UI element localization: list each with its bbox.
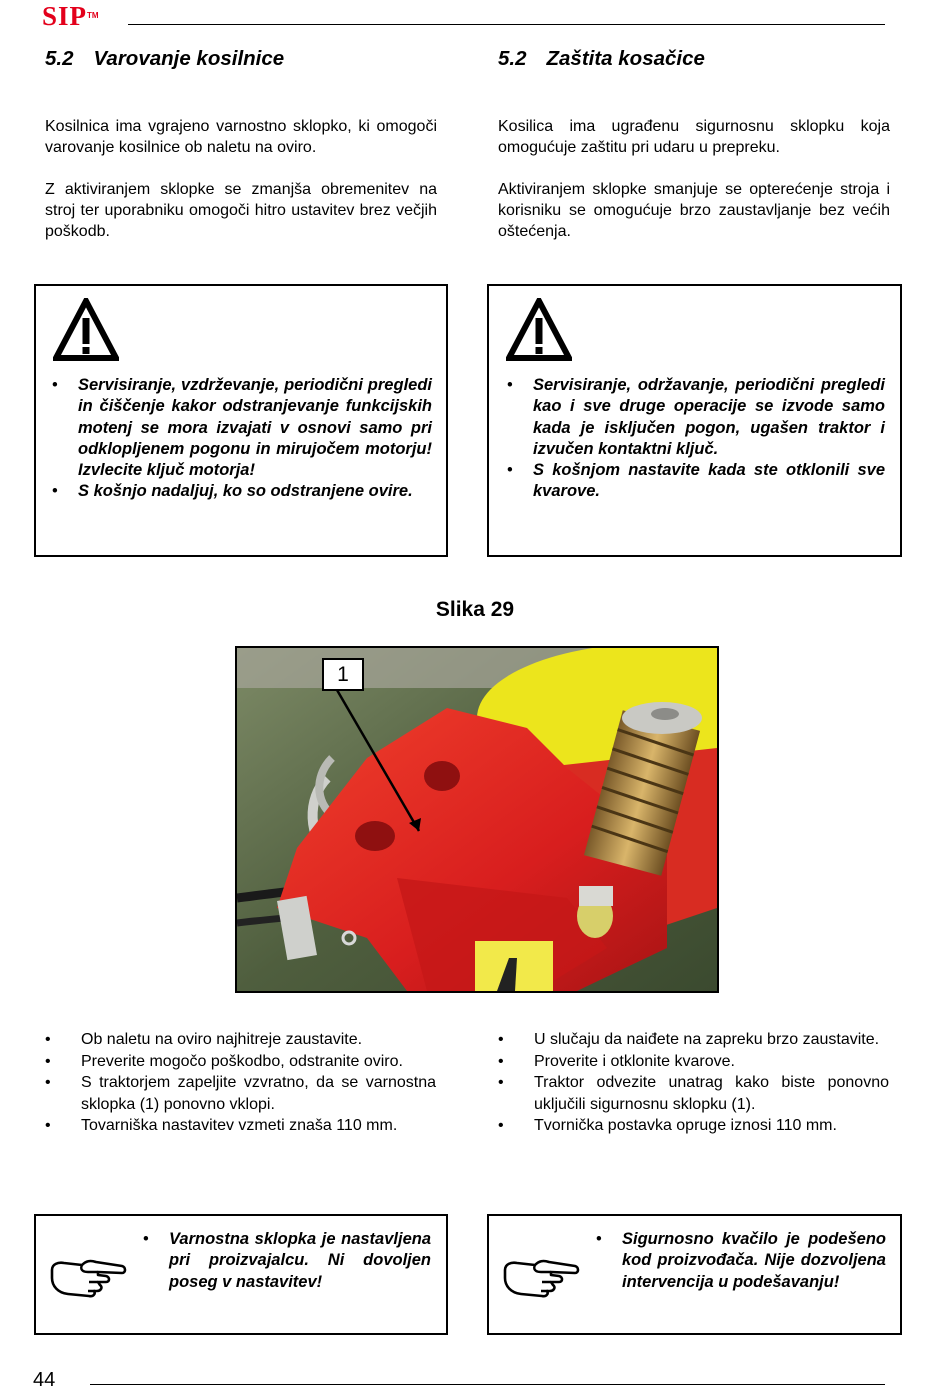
intro-paragraph-right-1: Kosilica ima ugrađenu sigurnosnu sklopku koja omogućuje zaštitu pri udaru u prepreku. (498, 118, 890, 156)
header-rule (128, 24, 885, 25)
list-item: • Ob naletu na oviro najhitreje zaustavite. (45, 1029, 436, 1051)
section-heading-right (498, 47, 705, 71)
photo-illustration (237, 648, 717, 991)
section-number-right: 5.2 (498, 47, 527, 70)
instructions-list-right (498, 1029, 889, 1137)
intro-paragraph-left-1: Kosilnica ima vgrajeno varnostno sklopko, ki omogoči varovanje kosilnice ob naletu na oviro. (45, 118, 437, 156)
note-item: • Sigurnosno kvačilo je podešeno kod proizvođača. Nije dozvoljena intervencija u podešavanju! (596, 1229, 886, 1293)
warning-item: • Servisiranje, održavanje, periodični pregledi kao i sve druge operacije se izvode samo kada je isključen pogon, ugašen traktor i izvučen kontaktni ključ. (507, 375, 885, 460)
warning-box-left (34, 284, 448, 557)
brand-trademark: TM (87, 11, 99, 20)
list-item: • U slučaju da naiđete na zapreku brzo zaustavite. (498, 1029, 889, 1051)
instructions-list-left (45, 1029, 436, 1137)
brand-logo (42, 2, 99, 30)
section-title-left: Varovanje kosilnice (93, 47, 285, 70)
list-item: • Tovarniška nastavitev vzmeti znaša 110 mm. (45, 1115, 436, 1137)
page-number: 44 (33, 1369, 56, 1391)
list-item: • S traktorjem zapeljite vzvratno, da se varnostna sklopka (1) ponovno vklopi. (45, 1072, 436, 1115)
list-item: • Preverite mogočo poškodbo, odstranite oviro. (45, 1051, 436, 1073)
intro-paragraph-left-2: Z aktiviranjem sklopke se zmanjša obremenitev na stroj ter uporabniku omogoči hitro ustavitev brez večjih poškodb. (45, 181, 437, 240)
list-item: • Traktor odvezite unatrag kako biste ponovno uključili sigurnosnu sklopku (1). (498, 1072, 889, 1115)
pointing-hand-icon (501, 1256, 581, 1298)
intro-paragraph-right-2: Aktiviranjem sklopke smanjuje se opterećenje stroja i korisniku se omogućuje brzo zaustavljanje bez većih oštećenja. (498, 181, 890, 240)
note-list-left (143, 1229, 431, 1293)
warning-list-right (507, 375, 885, 503)
warning-triangle-icon (506, 298, 572, 362)
list-item: • Tvornička postavka opruge iznosi 110 mm. (498, 1115, 889, 1137)
warning-list-left (52, 375, 432, 503)
warning-item: • S košnjom nastavite kada ste otklonili sve kvarove. (507, 460, 885, 503)
figure-callout-1: 1 (322, 658, 364, 691)
warning-box-right (487, 284, 902, 557)
section-number-left: 5.2 (45, 47, 74, 70)
warning-item: • Servisiranje, vzdrževanje, periodični pregledi in čiščenje kakor odstranjevanje funkcijskih motenj se mora izvajati v osnovi samo pri odklopljenem pogonu in mirujočem motorju! Izvlecite ključ motorja! (52, 375, 432, 481)
warning-item: • S košnjo nadaljuj, ko so odstranjene ovire. (52, 481, 432, 502)
section-title-right: Zaštita kosačice (546, 47, 705, 70)
section-heading-left (45, 47, 284, 71)
safety-clutch-photo (235, 646, 719, 993)
footer-rule (90, 1384, 885, 1385)
figure-caption: Slika 29 (435, 598, 515, 621)
brand-name: SIP (42, 1, 88, 31)
pointing-hand-icon (48, 1256, 128, 1298)
list-item: • Proverite i otklonite kvarove. (498, 1051, 889, 1073)
note-item: • Varnostna sklopka je nastavljena pri proizvajalcu. Ni dovoljen poseg v nastavitev! (143, 1229, 431, 1293)
note-box-left (34, 1214, 448, 1335)
note-list-right (596, 1229, 886, 1293)
note-box-right (487, 1214, 902, 1335)
warning-triangle-icon (53, 298, 119, 362)
